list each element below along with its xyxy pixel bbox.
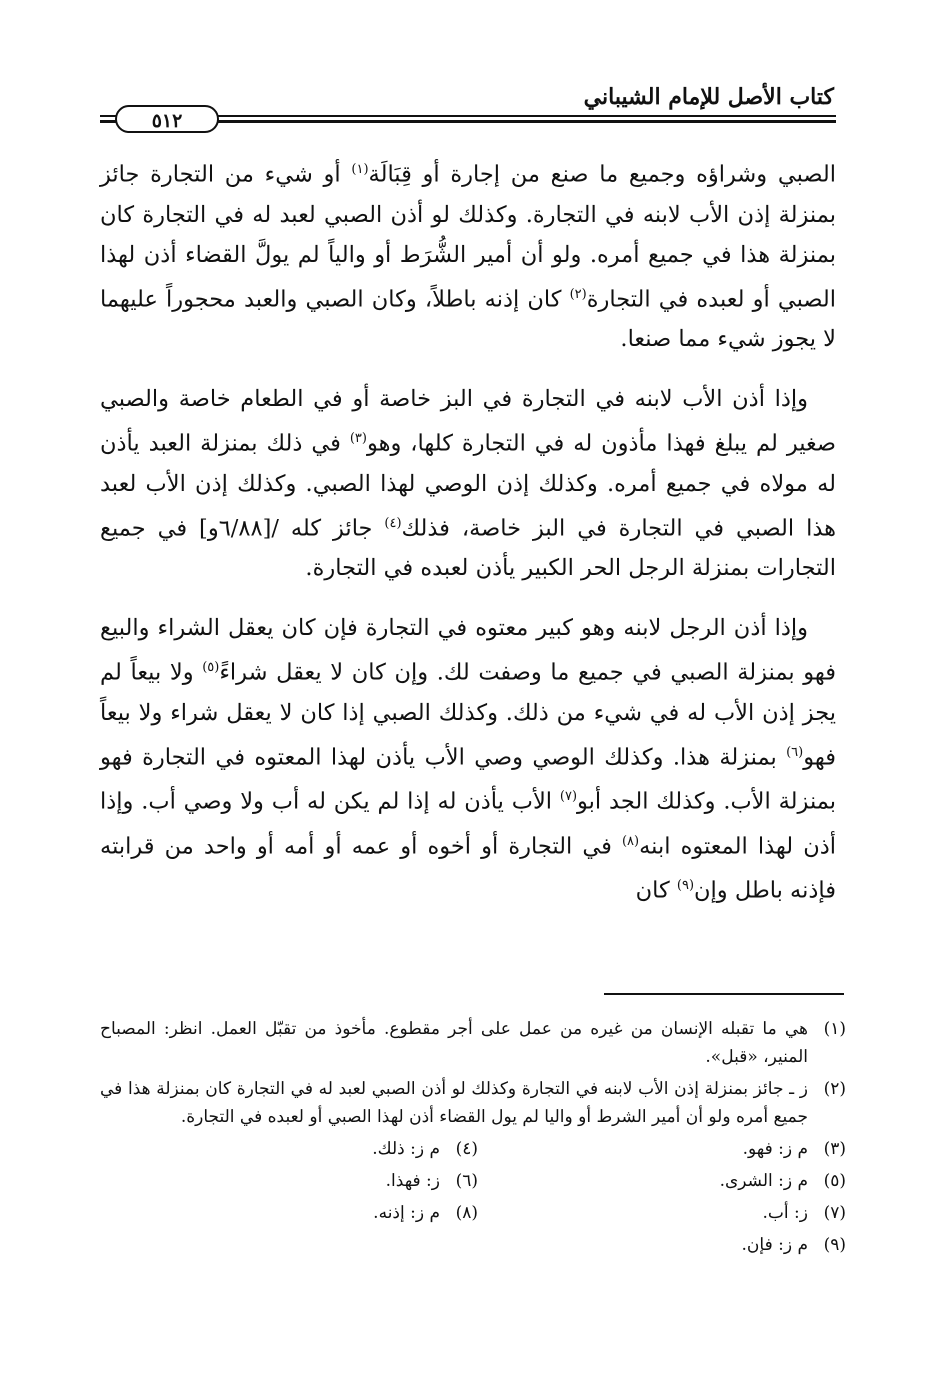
footnote-6	[100, 1167, 478, 1195]
footnote-1	[100, 1015, 846, 1071]
footnote-ref: (٥)	[202, 660, 220, 675]
footnote-number: (٥)	[823, 1171, 846, 1191]
footnote-ref: (٦)	[786, 744, 804, 760]
footnote-text: هي ما تقبله الإنسان من غيره من عمل على أجر مقطوع. مأخوذ من تقبّل العمل. انظر: المصباح المنير، «قبل».	[100, 1019, 808, 1067]
paragraph-1	[100, 150, 836, 359]
main-text	[100, 150, 836, 931]
footnote-ref: (٨)	[621, 833, 640, 849]
footnote-text: ز ـ جائز بمنزلة إذن الأب لابنه في التجارة وكذلك لو أذن الصبي لعبد له في التجارة كان بمنزلة هذا في جميع أمره ولو أن أمير الشرط أو واليا لم يول القضاء أذن لهذا الصبي أو لعبده في التجارة.	[100, 1079, 808, 1127]
running-header-title: كتاب الأصل للإمام الشيباني	[583, 84, 834, 110]
footnote-text: م ز: ذلك.	[372, 1139, 440, 1159]
footnote-ref: (٤)	[384, 515, 402, 531]
footnote-number: (٦)	[455, 1171, 478, 1191]
footnote-2	[100, 1075, 846, 1131]
footnotes	[100, 1015, 846, 1259]
footnote-text: م ز: الشرى.	[719, 1171, 808, 1191]
footnote-number: (١)	[823, 1019, 846, 1039]
footnote-ref: (٢)	[569, 286, 587, 302]
footnote-ref: (٣)	[349, 431, 367, 446]
text-run: ولا بيعاً لم يجز إذن الأب له في شيء من ذلك. وكذلك الصبي إذا كان لا يعقل شراء ولا بيعاً فهو	[100, 659, 836, 770]
footnote-8	[100, 1199, 478, 1227]
footnote-text: م ز: إذنه.	[373, 1203, 440, 1223]
footnote-separator	[604, 993, 844, 995]
footnote-number: (٣)	[823, 1139, 846, 1159]
text-run: كان	[635, 877, 677, 904]
footnote-number: (٩)	[823, 1235, 846, 1255]
footnote-ref: (١)	[351, 162, 369, 177]
footnote-9	[478, 1231, 846, 1259]
paragraph-2	[100, 379, 836, 588]
footnote-3	[478, 1135, 846, 1163]
footnote-4	[100, 1135, 478, 1163]
text-run: الأب يأذن له إذا لم يكن له أب ولا وصي أب. وإذا أذن لهذا المعتوه ابنه	[100, 788, 836, 859]
footnote-number: (٢)	[823, 1079, 846, 1099]
footnote-7	[478, 1199, 846, 1227]
paragraph-3	[100, 608, 836, 911]
text-run: كان إذنه باطلاً، وكان الصبي والعبد محجوراً عليهما لا يجوز شيء مما صنعا.	[100, 286, 836, 352]
footnote-ref: (٧)	[559, 789, 578, 804]
footnote-ref: (٩)	[676, 878, 695, 893]
text-run: أو شيء من التجارة جائز بمنزلة إذن الأب لابنه في التجارة. وكذلك لو أذن الصبي لعبد له في التجارة كان بمنزلة هذا في جميع أمره. ولو أن أمير الشُّرَط أو والياً لم يولَّ القضاء أذن لهذا الصبي أو لعبده في التجارة	[100, 161, 836, 312]
footnote-text: ز: أب.	[762, 1203, 808, 1223]
footnote-5	[478, 1167, 846, 1195]
text-run: وإذا أذن الأب لابنه في التجارة في البز خاصة أو في الطعام خاصة والصبي صغير لم يبلغ فهذا مأذون له في التجارة كلها، وهو	[100, 386, 836, 457]
text-run: في ذلك بمنزلة العبد يأذن له مولاه في جميع أمره. وكذلك إذن الوصي لهذا الصبي. وكذلك إذن الأب لعبد هذا الصبي في التجارة في البز خاصة، فذلك	[100, 430, 836, 541]
text-run: في التجارة أو أخوه أو عمه أو أمه أو واحد من قرابته فإذنه باطل وإن	[100, 833, 836, 904]
text-run: جائز كله /[٦/٨٨و] في جميع التجارات بمنزلة الرجل الحر الكبير يأذن لعبده في التجارة.	[100, 515, 836, 581]
footnote-text: م ز: فهو.	[742, 1139, 808, 1159]
short-footnotes	[100, 1135, 846, 1259]
footnote-text: م ز: فإن.	[741, 1235, 808, 1255]
text-run: وإذا أذن الرجل لابنه وهو كبير معتوه في التجارة فإن كان يعقل الشراء والبيع فهو بمنزلة الصبي في جميع ما وصفت لك. وإن كان لا يعقل شراءً	[100, 615, 836, 686]
footnote-text: ز: فهذا.	[385, 1171, 440, 1191]
footnote-number: (٤)	[455, 1139, 478, 1159]
page-number-badge: ٥١٢	[115, 105, 219, 133]
footnote-number: (٨)	[455, 1203, 478, 1223]
footnote-number: (٧)	[823, 1203, 846, 1223]
text-run: بمنزلة هذا. وكذلك الوصي وصي الأب يأذن لهذا المعتوه في التجارة فهو بمنزلة الأب. وكذلك الجد أبو	[100, 744, 836, 815]
text-run: الصبي وشراؤه وجميع ما صنع من إجارة أو قِبَالَة	[368, 161, 836, 188]
